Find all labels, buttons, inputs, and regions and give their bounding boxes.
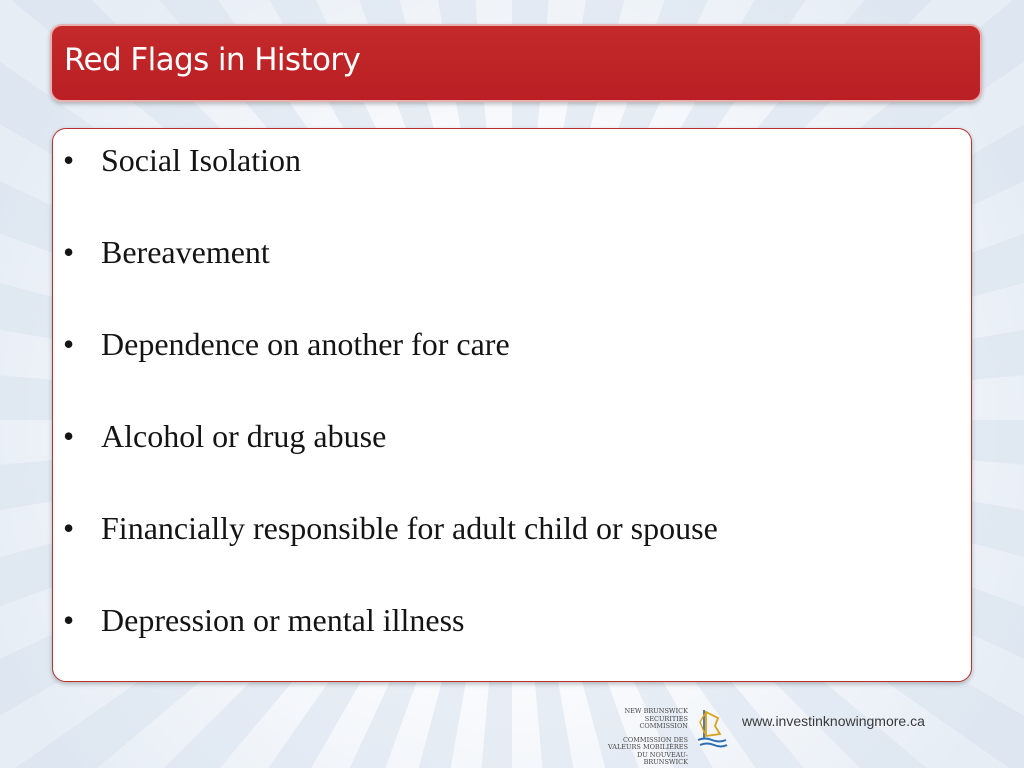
bullet-item [63,416,386,456]
logo-line: VALEURS MOBILIÈRES [608,743,688,751]
commission-logo-text [596,708,688,767]
bullet-text: Bereavement [101,234,270,270]
title-bar [50,24,982,102]
website-link[interactable]: www.investinknowingmore.ca [742,713,925,729]
bullet-text: Social Isolation [101,142,301,178]
bullet-icon: • [63,418,75,454]
logo-line: NEW BRUNSWICK [624,707,688,715]
bullet-item [63,140,301,180]
bullet-item [63,232,270,272]
bullet-text: Depression or mental illness [101,602,465,638]
bullet-icon: • [63,602,75,638]
bullet-item [63,324,510,364]
sailboat-logo-icon [694,704,730,752]
footer [596,700,996,766]
logo-line: SECURITIES COMMISSION [639,714,688,730]
logo-line: DU NOUVEAU-BRUNSWICK [637,750,688,766]
bullet-icon: • [63,326,75,362]
bullet-icon: • [63,142,75,178]
bullet-item [63,508,718,548]
bullet-icon: • [63,234,75,270]
logo-line: COMMISSION DES [622,735,688,744]
bullet-item [63,600,464,640]
slide-title: Red Flags in History [64,42,361,78]
bullet-text: Alcohol or drug abuse [101,418,387,454]
bullet-text: Dependence on another for care [101,326,510,362]
bullet-icon: • [63,510,75,546]
content-box [52,128,972,682]
bullet-text: Financially responsible for adult child or spouse [101,510,718,546]
